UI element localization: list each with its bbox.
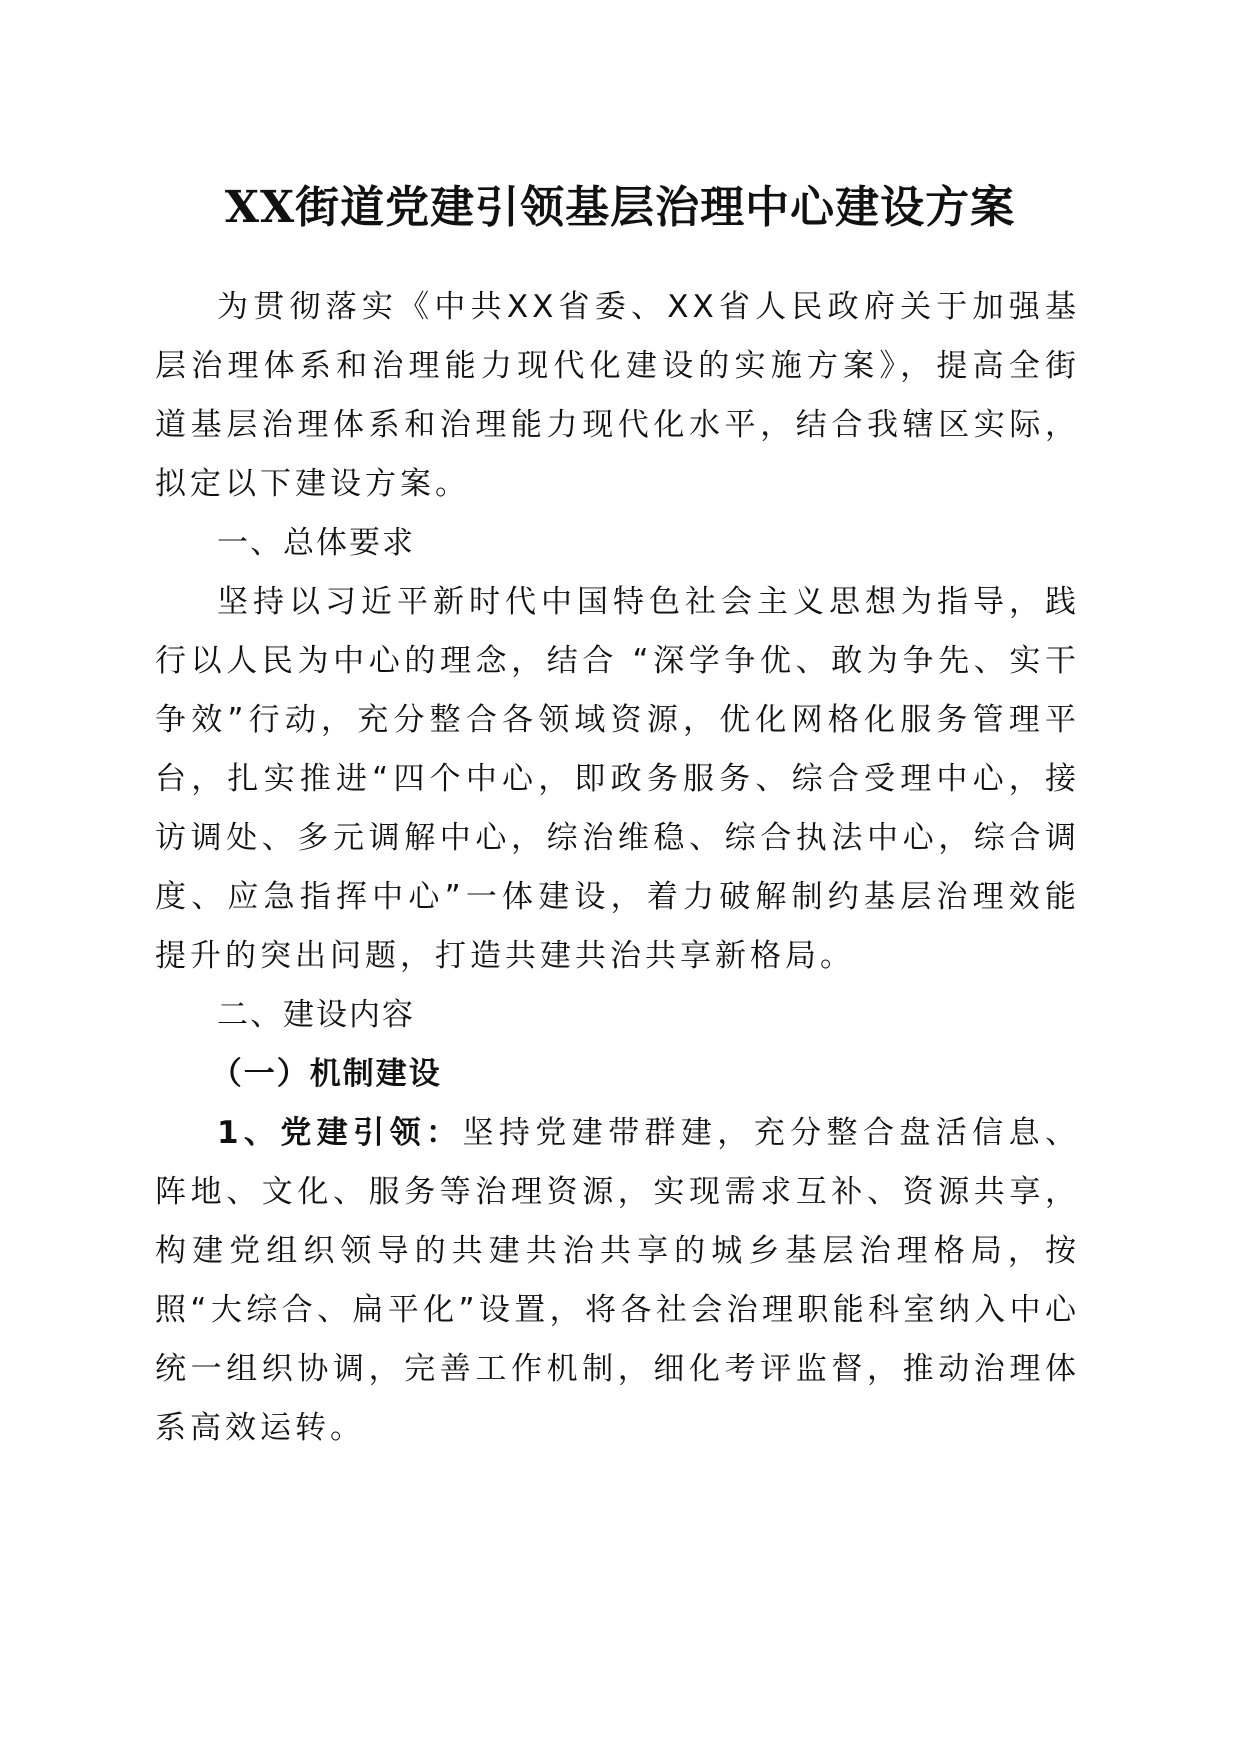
section-heading-construction-content: 二、建设内容 <box>217 997 415 1033</box>
general-requirements-paragraph: 坚持以习近平新时代中国特色社会主义思想为指导，践行以人民为中心的理念，结合 “深学争优、敢为争先、实干争效”行动，充分整合各领域资源，优化网格化服务管理平台，扎实推进“四个中心，即政务服务、综合受理中心，接访调处、多元调解中心，综治维稳、综合执法中心，综合调度、应急指挥中心”一体建设，着力破解制约基层治理效能提升的突出问题，打造共建共治共享新格局。 <box>155 584 1080 974</box>
intro-paragraph: 为贯彻落实《中共XX省委、XX省人民政府关于加强基层治理体系和治理能力现代化建设的实施方案》，提高全街道基层治理体系和治理能力现代化水平，结合我辖区实际，拟定以下建设方案。 <box>155 289 1080 502</box>
document-title: XX街道党建引领基层治理中心建设方案 <box>224 182 1016 233</box>
party-building-paragraph <box>155 1104 1080 1458</box>
subsection-heading-mechanism: （一）机制建设 <box>210 1056 442 1092</box>
document-body <box>155 278 1080 1458</box>
party-building-lead: 1、党建引领： <box>217 1115 463 1151</box>
section-heading-general-requirements: 一、总体要求 <box>217 525 415 561</box>
party-building-text: 坚持党建带群建，充分整合盘活信息、阵地、文化、服务等治理资源，实现需求互补、资源共享，构建党组织领导的共建共治共享的城乡基层治理格局，按照“大综合、扁平化”设置，将各社会治理职能科室纳入中心统一组织协调，完善工作机制，细化考评监督，推动治理体系高效运转。 <box>155 1115 1080 1446</box>
